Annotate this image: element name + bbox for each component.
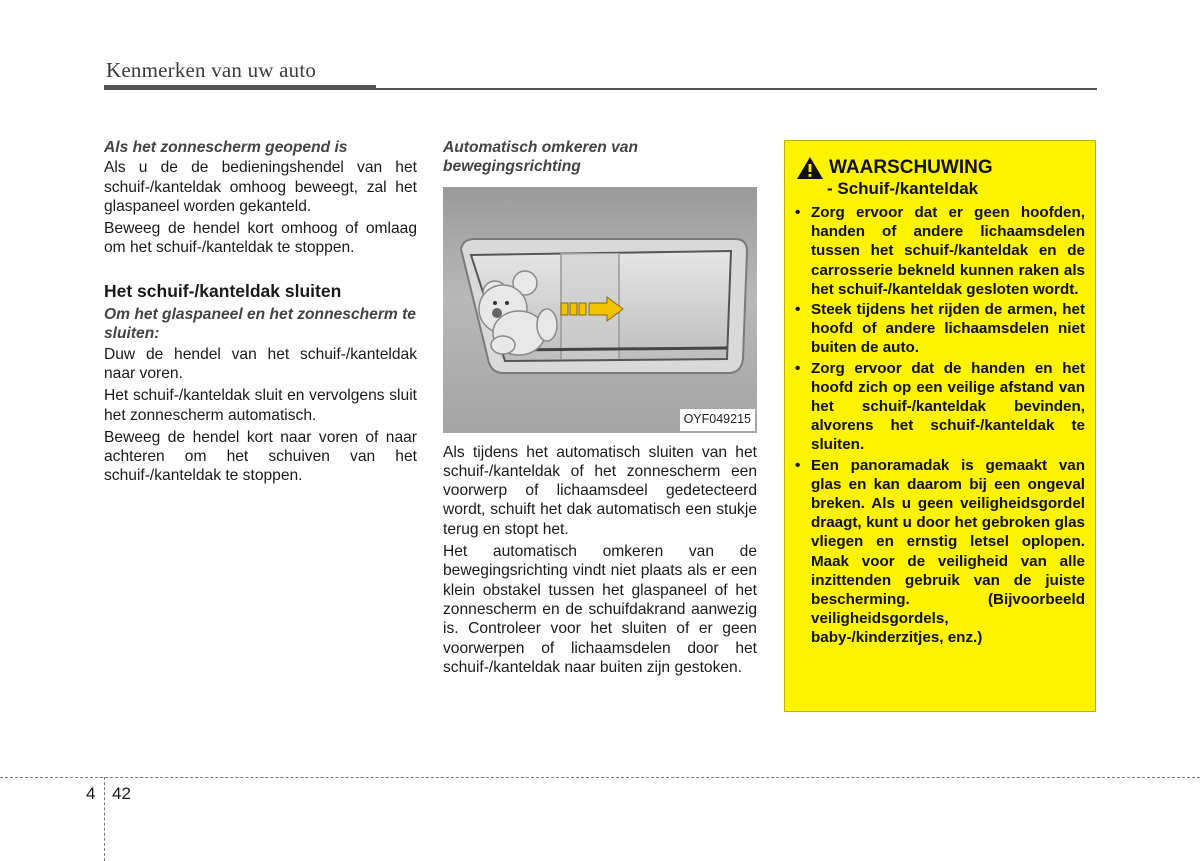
warning-item: • Zorg ervoor dat de handen en het hoofd zich op een veilige afstand van het schuif-/kanteldak bevinden, alvorens het schuif-/kanteldak te sluiten.	[793, 359, 1085, 455]
paragraph: Beweeg de hendel kort naar voren of naar achteren om het schuiven van het schuif-/kanteldak te stoppen.	[104, 428, 417, 485]
paragraph: Beweeg de hendel kort omhoog of omlaag om het schuif-/kanteldak te stoppen.	[104, 220, 417, 257]
footer-divider	[0, 777, 1200, 778]
subheading-auto-reverse: Automatisch omkeren van bewegingsrichting	[443, 139, 638, 176]
warning-triangle-icon	[795, 155, 825, 181]
paragraph: Als tijdens het automatisch sluiten van het schuif-/kanteldak of het zonnescherm een voorwerp of lichaamsdeel gedetecteerd wordt, schuift het dak automatisch een stukje terug en stopt het.	[443, 443, 757, 538]
warning-subtitle: - Schuif-/kanteldak	[827, 179, 979, 198]
warning-list	[793, 203, 1085, 649]
warning-item: • Een panoramadak is gemaakt van glas en kan daarom bij een ongeval breken. Als u geen veiligheidsgordel draagt, kunt u door het gebroken glas vliegen en ernstig letsel oplopen. Maak voor de veiligheid van alle inzittenden gebruik van de juiste bescherming. (Bijvoorbeeld veiligheidsgordels, baby-/kinderzitjes, enz.)	[793, 456, 1085, 648]
warning-item: • Zorg ervoor dat er geen hoofden, handen of andere lichaamsdelen tussen het schuif-/kanteldak en de carrosserie bekneld kunnen raken als het schuif-/kanteldak gesloten wordt.	[793, 203, 1085, 299]
footer-vertical-divider	[104, 777, 105, 861]
paragraph: Het automatisch omkeren van de bewegingsrichting vindt niet plaats als er een klein obstakel tussen het glaspaneel of het zonnescherm en de schuifdakrand aanwezig is. Controleer voor het sluiten of er geen voorwerpen of lichaamsdelen door het schuif-/kanteldak naar buiten zijn gestoken.	[443, 543, 757, 676]
warning-title: WAARSCHUWING	[829, 157, 993, 178]
subheading-sunshade-open: Als het zonnescherm geopend is	[104, 139, 348, 156]
warning-box	[784, 140, 1096, 712]
sunroof-drawing	[443, 187, 757, 433]
subheading-close-panel: Om het glaspaneel en het zonnescherm te sluiten:	[104, 306, 416, 343]
page-number: 42	[112, 784, 131, 803]
warning-item: • Steek tijdens het rijden de armen, het hoofd of andere lichaamsdelen niet buiten de auto.	[793, 300, 1085, 358]
middle-column	[443, 138, 757, 680]
left-column	[104, 138, 417, 489]
header-rule-thick	[104, 85, 376, 90]
section-heading-closing: Het schuif-/kanteldak sluiten	[104, 280, 342, 301]
paragraph: Het schuif-/kanteldak sluit en vervolgens sluit het zonnescherm automatisch.	[104, 387, 417, 424]
header-rule-thin	[376, 88, 1097, 90]
paragraph: Duw de hendel van het schuif-/kanteldak naar voren.	[104, 345, 417, 382]
page-header-title: Kenmerken van uw auto	[106, 58, 317, 82]
chapter-number: 4	[86, 784, 96, 803]
paragraph: Als u de de bedieningshendel van het schuif-/kanteldak omhoog beweegt, zal het glaspaneel worden gekanteld.	[104, 159, 417, 215]
figure-code: OYF049215	[680, 409, 755, 430]
sunroof-illustration	[443, 187, 757, 433]
